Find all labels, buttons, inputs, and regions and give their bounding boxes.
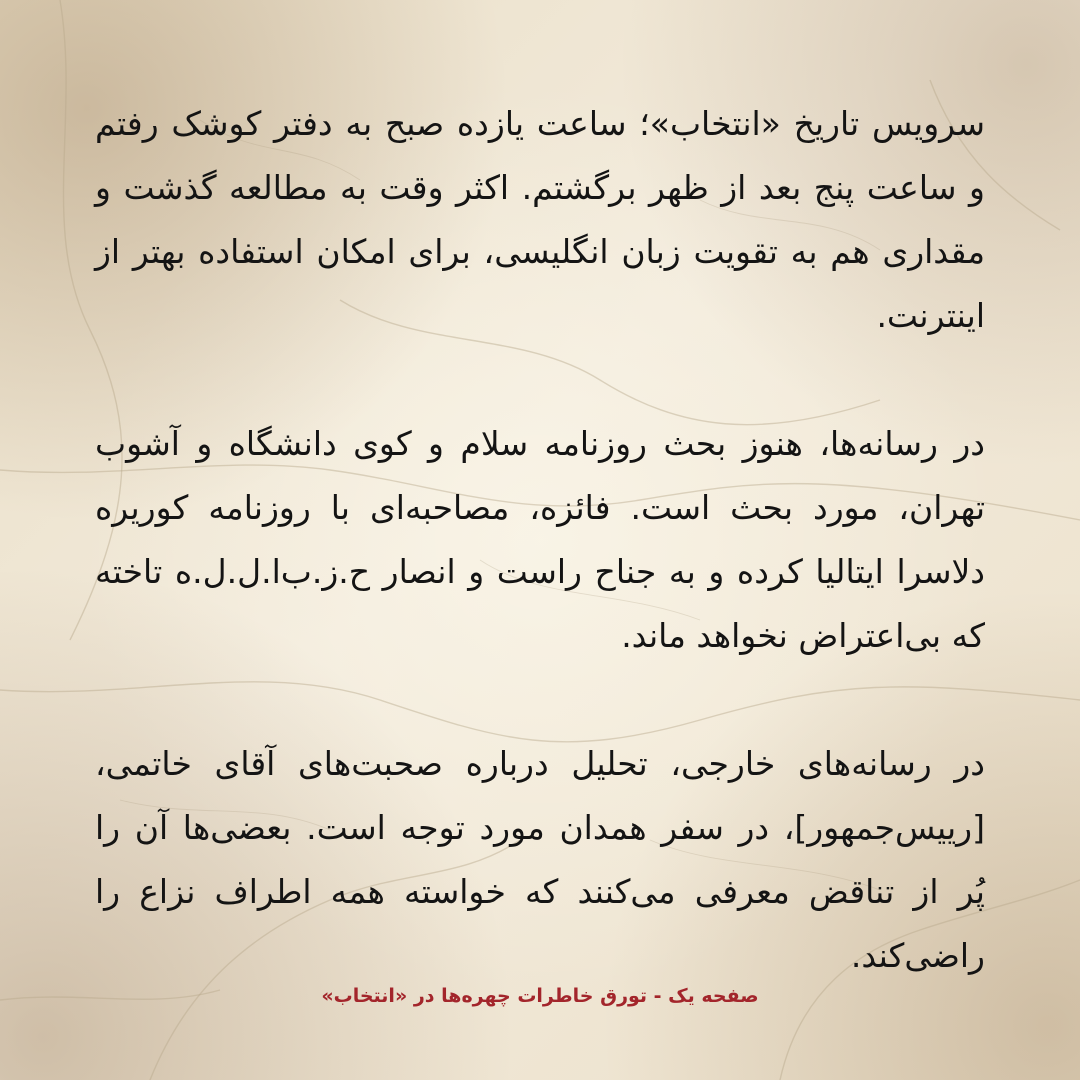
page-caption: صفحه یک - تورق خاطرات چهره‌ها در «انتخاب» [321, 985, 759, 1007]
paragraph-1: سرویس تاریخ «انتخاب»؛ ساعت یازده صبح به دفتر کوشک رفتم و ساعت پنج بعد از ظهر برگشتم. اکثر وقت به مطالعه گذشت و مقداری هم به تقویت زبان انگلیسی، برای امکان استفاده بهتر از اینترنت. [95, 104, 985, 335]
paragraph-2: در رسانه‌ها، هنوز بحث روزنامه سلام و کوی دانشگاه و آشوب تهران، مورد بحث است. فائزه، مصاحبه‌ای با روزنامه کوریره دلاسرا ایتالیا کرده و به جناح راست و انصار ح.ز.ب‌ا.ل.ل.ه تاخته که بی‌اعتراض نخواهد ماند. [95, 424, 985, 655]
paragraph-3: در رسانه‌های خارجی، تحلیل درباره صحبت‌های آقای خاتمی، [رییس‌جمهور]، در سفر همدان مورد توجه است. بعضی‌ها آن را پُر از تناقض معرفی می‌کنند که خواسته همه اطراف نزاع را راضی‌کند. [95, 744, 985, 975]
document-body [95, 92, 985, 1052]
